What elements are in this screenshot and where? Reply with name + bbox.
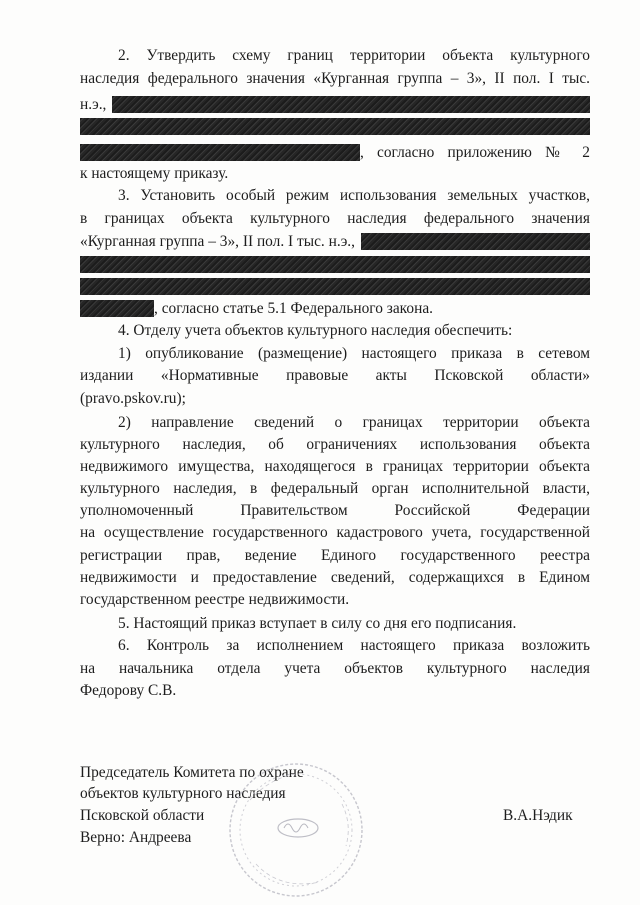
redacted-block [80, 144, 360, 161]
redacted-block [112, 96, 590, 113]
p4-2-line-2: культурного наследия, об ограничениях использования объекта [80, 436, 590, 453]
p6-line-3: Федорову С.В. [80, 682, 177, 699]
p3-line-1: 3. Установить особый режим использования земельных участков, [118, 187, 590, 204]
p2-line-6: к настоящему приказу. [80, 165, 229, 182]
p2-line-3 [80, 94, 590, 115]
p2-line-1: 2. Утвердить схему границ территории объекта культурного [118, 47, 590, 64]
p4-2-line-9: государственном реестре недвижимости. [80, 591, 350, 608]
p5-line-1: 5. Настоящий приказ вступает в силу со дня его подписания. [118, 615, 517, 632]
certified-by: Верно: Андреева [80, 829, 192, 846]
p4-2-line-7: регистрации прав, ведение Единого государственного реестра [80, 547, 590, 564]
signatory-position-line-3: Псковской области [80, 807, 205, 824]
official-stamp [226, 760, 366, 900]
p4-1-line-1: 1) опубликование (размещение) настоящего приказа в сетевом [118, 345, 590, 362]
signatory-position-line-1: Председатель Комитета по охране [80, 764, 304, 781]
p4-2-line-5: уполномоченный Правительством Российской Федерации [80, 502, 590, 519]
signatory-position-line-2: объектов культурного наследия [80, 785, 286, 802]
p3-line-5 [80, 276, 590, 297]
redacted-block [80, 118, 590, 135]
p2-line-3-text: н.э., [80, 96, 107, 113]
p2-line-4 [80, 116, 590, 137]
p4-line-1: 4. Отделу учета объектов культурного наследия обеспечить: [118, 322, 513, 339]
redacted-block [361, 233, 590, 250]
p3-line-6 [80, 298, 590, 319]
p3-line-3-text: «Курганная группа – 3», II пол. I тыс. н.э., [80, 233, 356, 250]
p2-line-5 [80, 142, 590, 163]
p4-2-line-1: 2) направление сведений о границах территории объекта [118, 414, 590, 431]
p3-line-6-text: , согласно статье 5.1 Федерального закона. [154, 300, 433, 317]
redacted-block [80, 278, 590, 295]
p2-line-2: наследия федерального значения «Курганная группа – 3», II пол. I тыс. [80, 70, 590, 87]
p4-1-line-3: (pravo.pskov.ru); [80, 390, 186, 407]
p4-2-line-3: недвижимого имущества, находящегося в границах территории объекта [80, 458, 590, 475]
p4-2-line-6: на осуществление государственного кадастрового учета, государственной [80, 524, 590, 541]
p3-line-3 [80, 231, 590, 252]
redacted-block [80, 256, 590, 273]
p4-1-line-2: издании «Нормативные правовые акты Псковской области» [80, 367, 590, 384]
signatory-name: В.А.Нэдик [503, 807, 573, 824]
p6-line-1: 6. Контроль за исполнением настоящего приказа возложить [118, 637, 590, 654]
redacted-block [80, 300, 154, 317]
p4-2-line-8: недвижимости и предоставление сведений, содержащихся в Едином [80, 569, 590, 586]
p3-line-2: в границах объекта культурного наследия федерального значения [80, 210, 590, 227]
p6-line-2: на начальника отдела учета объектов культурного наследия [80, 660, 590, 677]
p4-2-line-4: культурного наследия, в федеральный орган исполнительной власти, [80, 480, 590, 497]
p3-line-4 [80, 254, 590, 275]
p2-line-5-text: , согласно приложению № 2 [360, 144, 590, 161]
